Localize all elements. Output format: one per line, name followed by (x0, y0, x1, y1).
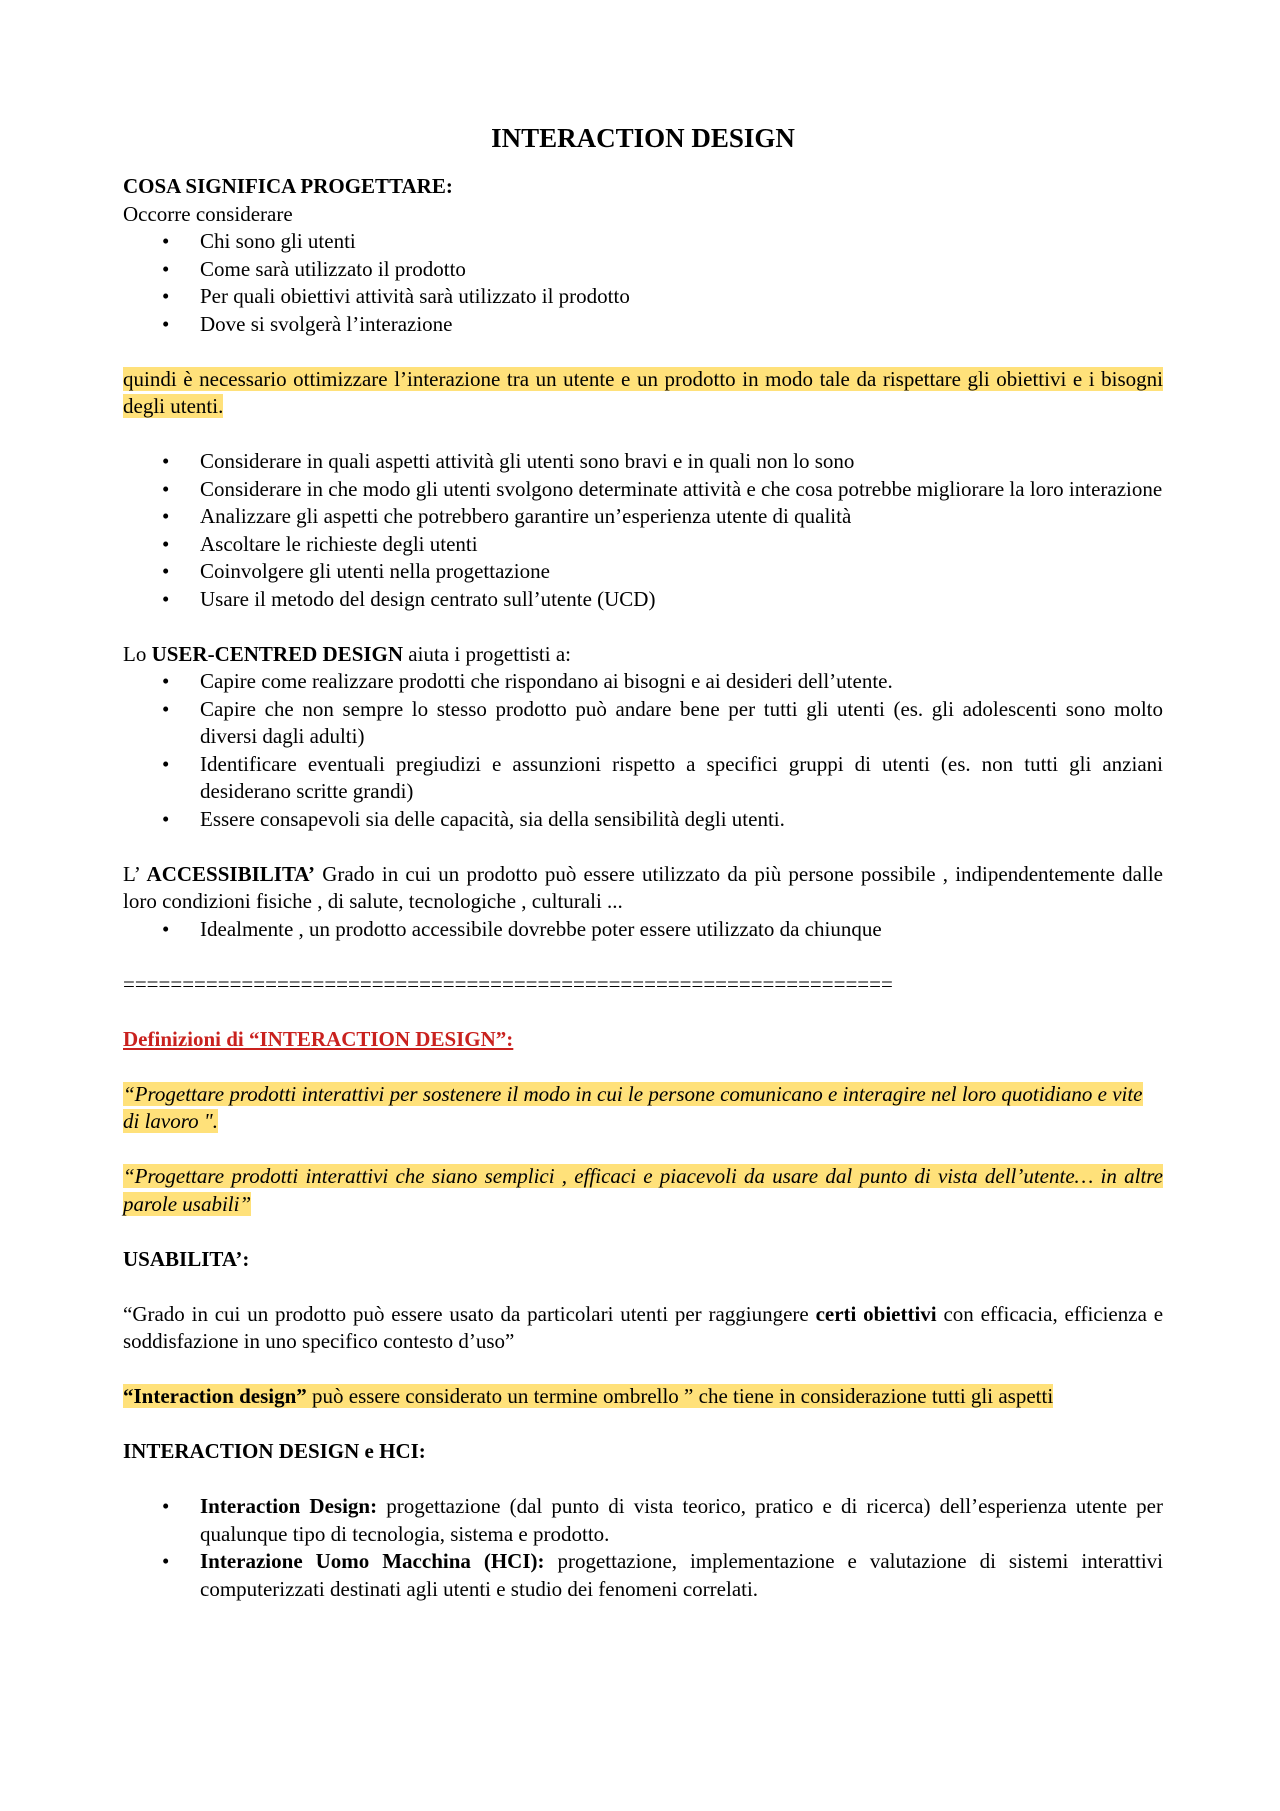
list-item: • Chi sono gli utenti (200, 228, 1163, 256)
section-intro: Occorre considerare (123, 201, 293, 226)
usability-definition: “Grado in cui un prodotto può essere usato da particolari utenti per raggiungere certi obiettivi con efficacia, efficienza e soddisfazione in uno specifico contesto d’uso” (123, 1301, 1164, 1353)
list-item: • Coinvolgere gli utenti nella progettazione (200, 558, 1163, 586)
section-heading-progettare: COSA SIGNIFICA PROGETTARE: (123, 174, 453, 198)
ucd-term: USER-CENTRED DESIGN (151, 641, 404, 666)
bullet-list-hci (123, 1493, 1163, 1603)
list-item: • Interazione Uomo Macchina (HCI): progettazione, implementazione e valutazione di sistemi interattivi computerizzati destinati agli utenti e studio dei fenomeni correlati. (200, 1548, 1163, 1603)
highlighted-text: quindi è necessario ottimizzare l’interazione tra un utente e un prodotto in modo tale da rispettare gli obiettivi e i bisogni degli utenti. (123, 366, 1163, 418)
separator-line: ================================================================= (123, 971, 893, 996)
page-title: INTERACTION DESIGN (491, 123, 795, 153)
hci-heading: INTERACTION DESIGN e HCI: (123, 1439, 426, 1463)
bullet-list-accessibility (123, 916, 1163, 944)
list-item: • Come sarà utilizzato il prodotto (200, 256, 1163, 284)
definition-quote-1: “Progettare prodotti interattivi per sostenere il modo in cui le persone comunicano e interagire nel loro quotidiano e vite di lavoro ". (123, 1081, 1143, 1133)
list-item: • Dove si svolgerà l’interazione (200, 311, 1163, 339)
bullet-list-considerare (123, 448, 1163, 613)
list-item: • Essere consapevoli sia delle capacità, sia della sensibilità degli utenti. (200, 806, 1163, 834)
highlight-paragraph (123, 366, 1163, 421)
list-item: • Analizzare gli aspetti che potrebbero garantire un’esperienza utente di qualità (200, 503, 1163, 531)
definitions-heading: Definizioni di “INTERACTION DESIGN”: (123, 1026, 514, 1051)
bullet-list-progettare (123, 228, 1163, 338)
list-item: • Capire che non sempre lo stesso prodotto può andare bene per tutti gli utenti (es. gli adolescenti sono molto diversi dagli adulti) (200, 696, 1163, 751)
list-item: • Considerare in che modo gli utenti svolgono determinate attività e che cosa potrebbe migliorare la loro interazione (200, 476, 1163, 504)
accessibility-paragraph: L’ ACCESSIBILITA’ Grado in cui un prodotto può essere utilizzato da più persone possibile , indipendentemente dalle loro condizioni fisiche , di salute, tecnologiche , culturali ... (123, 861, 1163, 913)
list-item: • Ascoltare le richieste degli utenti (200, 531, 1163, 559)
list-item: • Idealmente , un prodotto accessibile dovrebbe poter essere utilizzato da chiunque (200, 916, 1163, 944)
list-item: • Considerare in quali aspetti attività gli utenti sono bravi e in quali non lo sono (200, 448, 1163, 476)
ucd-intro: Lo USER-CENTRED DESIGN aiuta i progettisti a: (123, 641, 572, 666)
bullet-list-ucd (123, 668, 1163, 833)
list-item: • Identificare eventuali pregiudizi e assunzioni rispetto a specifici gruppi di utenti (es. non tutti gli anziani desiderano scritte grandi) (200, 751, 1163, 806)
list-item: • Per quali obiettivi attività sarà utilizzato il prodotto (200, 283, 1163, 311)
list-item: • Capire come realizzare prodotti che rispondano ai bisogni e ai desideri dell’utente. (200, 668, 1163, 696)
document-content (123, 120, 1163, 1603)
list-item: • Usare il metodo del design centrato sull’utente (UCD) (200, 586, 1163, 614)
definition-quote-2: “Progettare prodotti interattivi che siano semplici , efficaci e piacevoli da usare dal punto di vista dell’utente… in altre parole usabili” (123, 1164, 1163, 1216)
list-item: • Interaction Design: progettazione (dal punto di vista teorico, pratico e di ricerca) dell’esperienza utente per qualunque tipo di tecnologia, sistema e prodotto. (200, 1493, 1163, 1548)
accessibility-term: ACCESSIBILITA’ (146, 861, 315, 886)
umbrella-paragraph: “Interaction design” può essere considerato un termine ombrello ” che tiene in considerazione tutti gli aspetti (123, 1384, 1054, 1408)
usability-heading: USABILITA’: (123, 1246, 250, 1271)
